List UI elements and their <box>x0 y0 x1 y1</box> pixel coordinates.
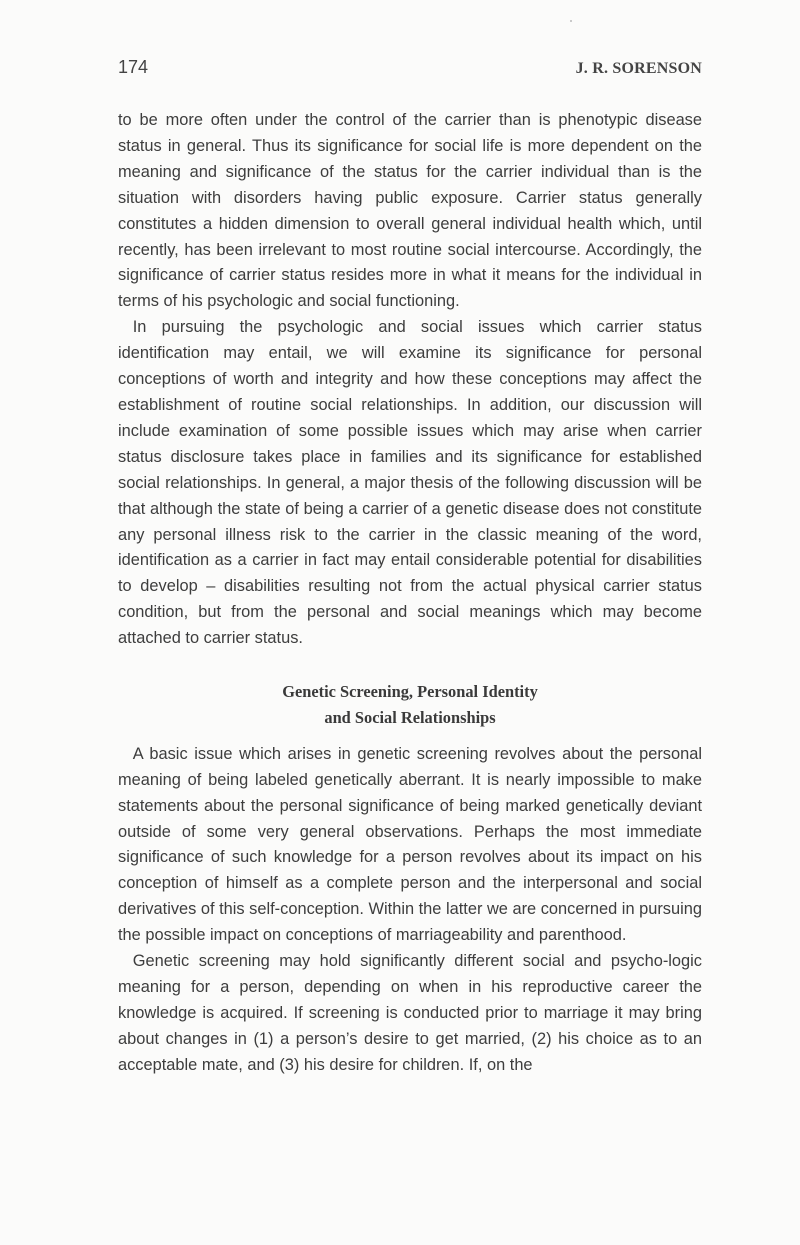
running-head: J. R. SORENSON <box>575 60 702 77</box>
scan-speck <box>570 20 572 22</box>
paragraph-2: In pursuing the psychologic and social issues which carrier status identification may entail, we will examine its significance for personal conceptions of worth and integrity and how these conceptions may affect the establishment of routine social relationships. In addition, our discussion will include examination of some possible issues which may arise when carrier status disclosure takes place in families and its significance for established social relationships. In general, a major thesis of the following discussion will be that although the state of being a carrier of a genetic disease does not constitute any personal illness risk to the carrier in the classic meaning of the word, identification as a carrier in fact may entail considerable potential for disabilities to develop – disabilities resulting not from the actual physical carrier status condition, but from the personal and social meanings which may become attached to carrier status. <box>118 318 702 648</box>
paragraph-1: to be more often under the control of the carrier than is phenotypic disease status in general. Thus its significance for social life is more dependent on the meaning and significance of the status for the carrier individual than is the situation with disorders having public exposure. Carrier status generally constitutes a hidden dimension to overall general individual health which, until recently, has been irrelevant to most routine social intercourse. Accordingly, the significance of carrier status resides more in what it means for the individual in terms of his psychologic and social functioning. <box>118 111 702 311</box>
paragraph-4: Genetic screening may hold significantly different social and psycho-logic meaning for a person, depending on when in his reproductive career the knowledge is acquired. If screening is conducted prior to marriage it may bring about changes in (1) a person’s desire to get married, (2) his choice as to an acceptable mate, and (3) his desire for children. If, on the <box>118 952 702 1074</box>
section-heading-line-1: Genetic Screening, Personal Identity <box>282 682 538 702</box>
section-heading <box>118 679 702 731</box>
page-number: 174 <box>118 57 149 77</box>
body-text <box>118 108 702 1079</box>
paragraph-3: A basic issue which arises in genetic screening revolves about the personal meaning of being labeled genetically aberrant. It is nearly impossible to make statements about the personal significance of being marked genetically deviant outside of some very general observations. Perhaps the most immediate significance of such knowledge for a person revolves about its impact on his conception of himself as a complete person and the interpersonal and social derivatives of this self-conception. Within the latter we are concerned in pursuing the possible impact on conceptions of marriageability and parenthood. <box>118 744 702 945</box>
page-header <box>118 57 702 78</box>
section-heading-line-2: and Social Relationships <box>324 707 496 727</box>
